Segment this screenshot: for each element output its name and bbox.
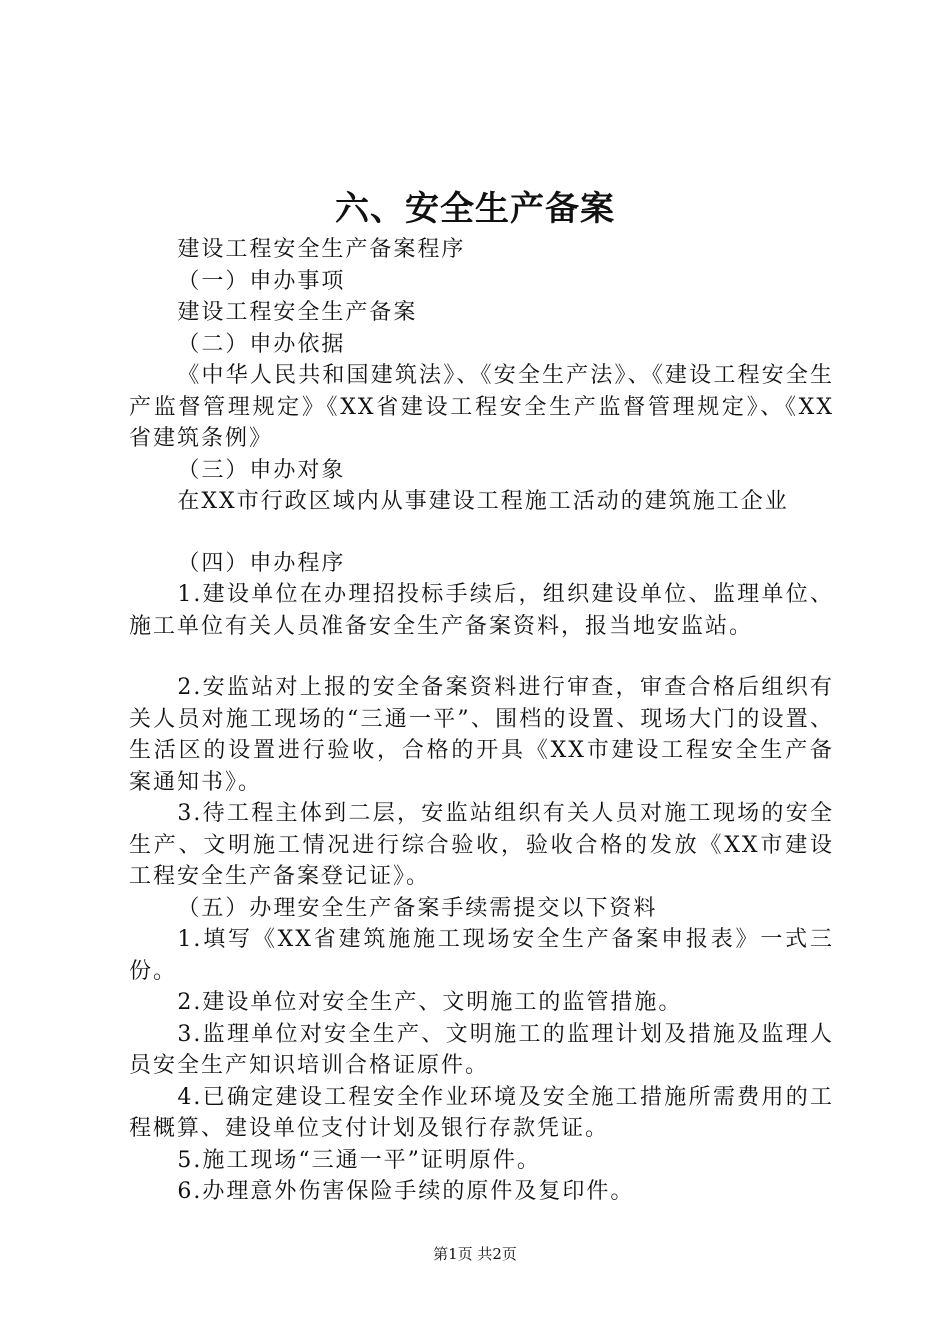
material-item-3: 3.监理单位对安全生产、文明施工的监理计划及措施及监理人员安全生产知识培训合格证原件。 (129, 1021, 834, 1078)
procedure-step-2: 2.安监站对上报的安全备案资料进行审查，审查合格后组织有关人员对施工现场的“三通一平”、围档的设置、现场大门的设置、生活区的设置进行验收，合格的开具《XX市建设工程安全生产备案通知书》。 (129, 675, 834, 795)
procedure-step-1: 1.建设单位在办理招投标手续后，组织建设单位、监理单位、施工单位有关人员准备安全生产备案资料，报当地安监站。 (129, 582, 834, 639)
material-item-6: 6.办理意外伤害保险手续的原件及复印件。 (177, 1179, 635, 1204)
section-heading-4: （四）申办程序 (177, 550, 346, 576)
document-body (129, 234, 834, 1208)
section-heading-3: （三）申办对象 (177, 457, 346, 483)
material-item-1: 1.填写《XX省建筑施施工现场安全生产备案申报表》一式三份。 (129, 927, 834, 984)
procedure-step-3: 3.待工程主体到二层，安监站组织有关人员对施工现场的安全生产、文明施工情况进行综合验收，验收合格的发放《XX市建设工程安全生产备案登记证》。 (129, 801, 834, 889)
material-item-2: 2.建设单位对安全生产、文明施工的监管措施。 (177, 990, 683, 1015)
section-heading-1: （一）申办事项 (177, 268, 346, 294)
page-title: 六、安全生产备案 (335, 189, 615, 229)
material-item-4: 4.已确定建设工程安全作业环境及安全施工措施所需费用的工程概算、建设单位支付计划及银行存款凭证。 (129, 1084, 834, 1141)
paragraph-legal-basis: 《中华人民共和国建筑法》、《安全生产法》、《建设工程安全生产监督管理规定》《XX省建设工程安全生产监督管理规定》、《XX省建筑条例》 (129, 363, 834, 451)
paragraph-application-item: 建设工程安全生产备案 (177, 300, 418, 325)
material-item-5: 5.施工现场“三通一平”证明原件。 (177, 1147, 541, 1173)
section-heading-5: （五）办理安全生产备案手续需提交以下资料 (177, 895, 658, 921)
section-heading-2: （二）申办依据 (177, 331, 346, 357)
page-number-footer: 第1页 共2页 (433, 1245, 517, 1263)
paragraph-procedure-heading: 建设工程安全生产备案程序 (177, 237, 466, 262)
paragraph-applicant: 在XX市行政区域内从事建设工程施工活动的建筑施工企业 (177, 489, 789, 514)
